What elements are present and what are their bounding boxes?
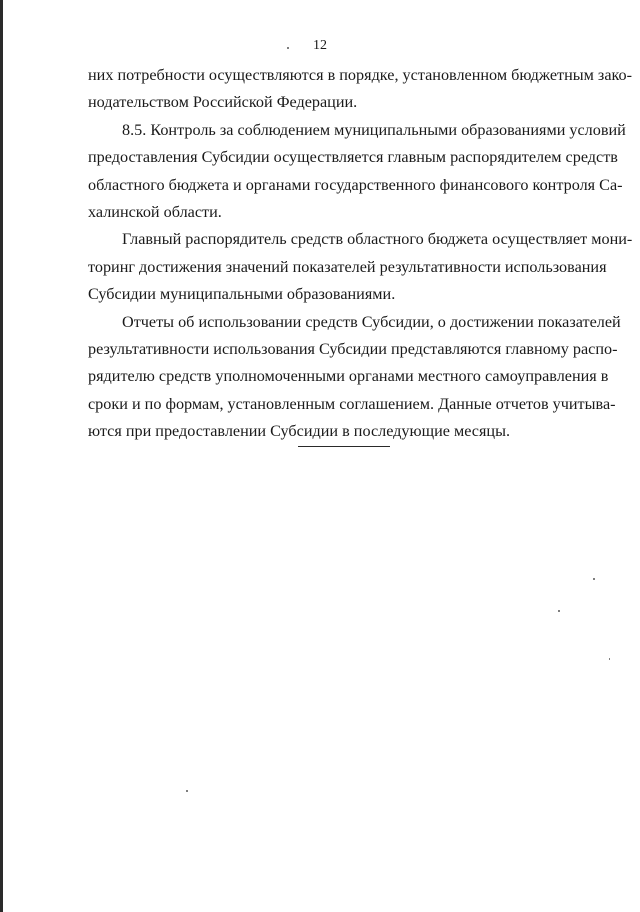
text-line: сроки и по формам, установленным соглашением. Данные отчетов учитыва- xyxy=(88,394,616,413)
scan-speck xyxy=(186,790,188,792)
text-line: них потребности осуществляются в порядке, установленном бюджетным зако- xyxy=(88,66,633,84)
text-line: предоставления Субсидии осуществляется главным распорядителем средств xyxy=(88,148,618,167)
text-line: рядителю средств уполномоченными органами местного самоуправления в xyxy=(88,367,609,386)
body-text xyxy=(88,62,633,445)
text-line: Отчеты об использовании средств Субсидии, о достижении показателей xyxy=(122,312,621,331)
text-line: Субсидии муниципальными образованиями. xyxy=(88,285,396,304)
text-line: халинской области. xyxy=(88,202,222,221)
scan-speck xyxy=(609,658,610,660)
scan-speck xyxy=(593,578,595,580)
end-of-text-rule xyxy=(298,446,390,447)
scan-left-edge xyxy=(0,0,3,912)
page-number: 12 xyxy=(313,38,327,53)
text-line: Главный распорядитель средств областного бюджета осуществляет мони- xyxy=(122,230,633,249)
text-line: 8.5. Контроль за соблюдением муниципальными образованиями условий xyxy=(122,120,626,139)
text-line: ются при предоставлении Субсидии в последующие месяцы. xyxy=(88,422,511,441)
scan-speck xyxy=(558,610,560,612)
scan-speck xyxy=(287,47,289,49)
text-line: областного бюджета и органами государственного финансового контроля Са- xyxy=(88,175,623,194)
text-line: нодательством Российской Федерации. xyxy=(88,93,358,112)
text-line: торинг достижения значений показателей результативности использования xyxy=(88,257,607,276)
text-line: результативности использования Субсидии представляются главному распо- xyxy=(88,339,618,358)
